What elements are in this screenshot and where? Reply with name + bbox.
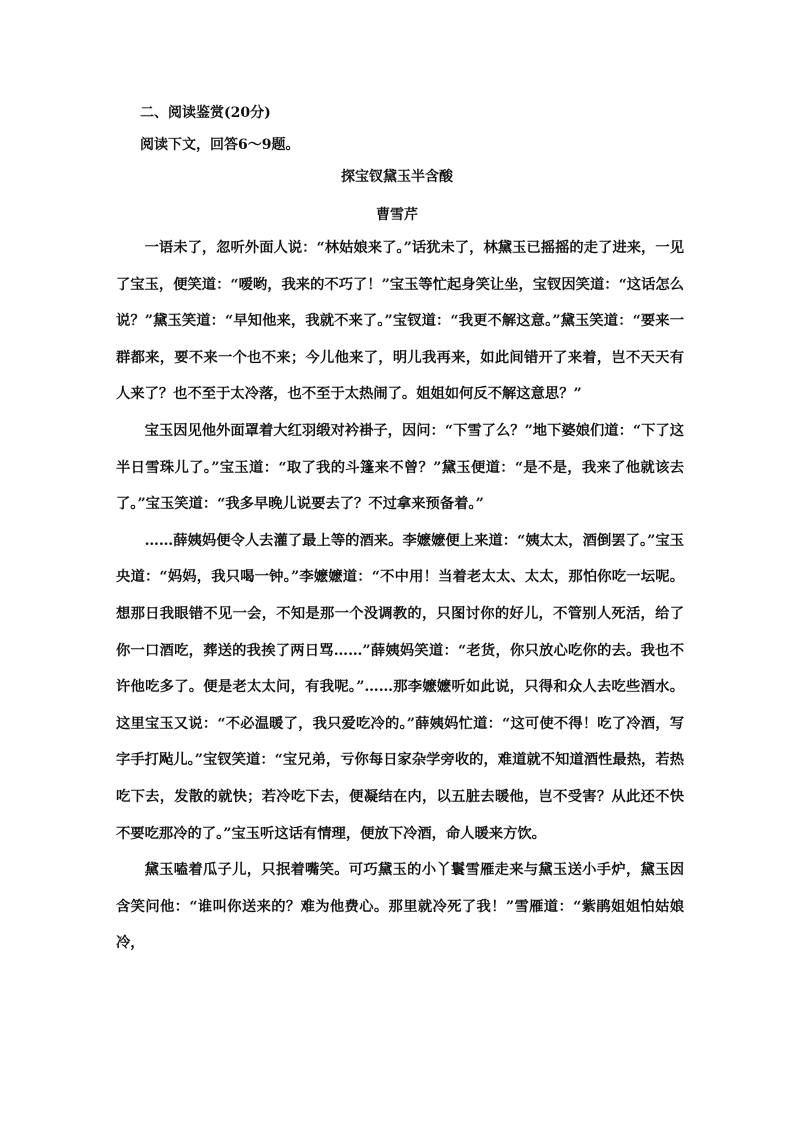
passage-author: 曹雪芹 — [376, 207, 418, 223]
passage-title: 探宝钗黛玉半含酸 — [341, 169, 453, 185]
paragraph: 黛玉嗑着瓜子儿，只抿着嘴笑。可巧黛玉的小丫鬟雪雁走来与黛玉送小手炉，黛玉因含笑问他：“谁叫你送来的？难为他费心。那里就冷死了我！”雪雁道：“紫鹃姐姐怕姑娘冷， — [116, 862, 684, 952]
section-heading: 二、阅读鉴赏(20分) — [140, 105, 271, 121]
paragraph: 一语未了，忽听外面人说：“林姑娘来了。”话犹未了，林黛玉已摇摇的走了进来，一见了宝玉，便笑道：“嗳哟，我来的不巧了！”宝玉等忙起身笑让坐，宝钗因笑道：“这话怎么说？”黛玉笑道：“早知他来，我就不来了。”宝钗道：“我更不解这意。”黛玉笑道：“要来一群都来，要不来一个也不来；今儿他来了，明儿我再来，如此间错开了来着，岂不天天有人来了？也不至于太冷落，也不至于太热闹了。姐姐如何反不解这意思？” — [116, 240, 684, 403]
passage-body — [116, 230, 684, 962]
paragraph: 宝玉因见他外面罩着大红羽缎对衿褂子，因问：“下雪了么？”地下婆娘们道：“下了这半日雪珠儿了。”宝玉道：“取了我的斗篷来不曾？”黛玉便道：“是不是，我来了他就该去了。”宝玉笑道：“我多早晚儿说要去了？不过拿来预备着。” — [116, 422, 684, 513]
paragraph: ……薛姨妈便令人去灌了最上等的酒来。李嬷嬷便上来道：“姨太太，酒倒罢了。”宝玉央道：“妈妈，我只喝一钟。”李嬷嬷道：“不中用！当着老太太、太太，那怕你吃一坛呢。想那日我眼错不见一会，不知是那一个没调教的，只图讨你的好儿，不管别人死活，给了你一口酒吃，葬送的我挨了两日骂……”薛姨妈笑道：“老货，你只放心吃你的去。我也不许他吃多了。便是老太太问，有我呢。”……那李嬷嬷听如此说，只得和众人去吃些酒水。这里宝玉又说：“不必温暖了，我只爱吃冷的。”薛姨妈忙道：“这可使不得！吃了冷酒，写字手打飐儿。”宝钗笑道：“宝兄弟，亏你每日家杂学旁收的，难道就不知道酒性最热，若热吃下去，发散的就快；若冷吃下去，便凝结在内，以五脏去暖他，岂不受害？从此还不快不要吃那冷的了。”宝玉听这话有情理，便放下冷酒，命人暖来方饮。 — [116, 532, 684, 842]
reading-instruction: 阅读下文，回答6～9题。 — [140, 137, 300, 153]
